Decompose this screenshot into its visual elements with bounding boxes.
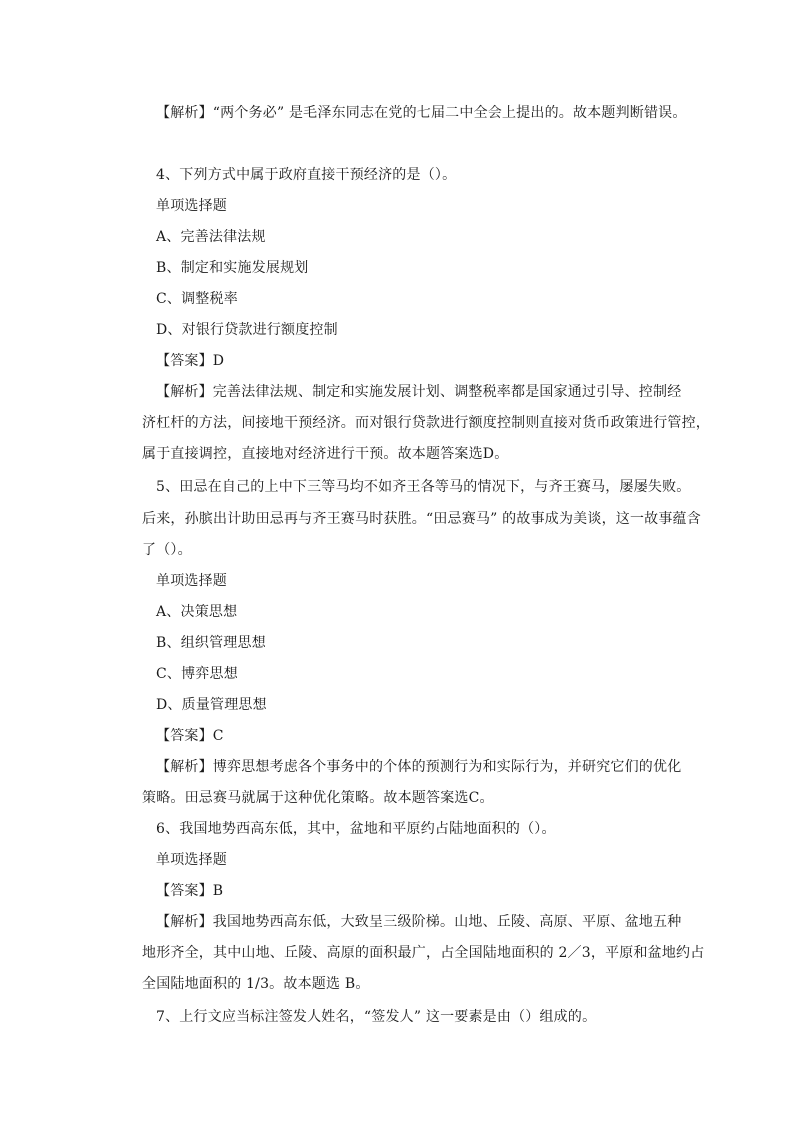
question-4-analysis-line-2: 济杠杆的方法，间接地干预经济。而对银行贷款进行额度控制则直接对货币政策进行管控， <box>142 415 710 431</box>
question-6-answer: 【答案】B <box>156 883 224 899</box>
analysis-q3: 【解析】“两个务必” 是毛泽东同志在党的七届二中全会上提出的。故本题判断错误。 <box>156 105 687 121</box>
question-5-analysis-line-1: 【解析】博弈思想考虑各个事务中的个体的预测行为和实际行为，并研究它们的优化 <box>156 759 682 775</box>
question-5-answer: 【答案】C <box>156 728 224 744</box>
question-4-option-c: C、调整税率 <box>156 291 238 307</box>
question-6-analysis-line-1: 【解析】我国地势西高东低，大致呈三级阶梯。山地、丘陵、高原、平原、盆地五种 <box>156 914 682 930</box>
question-5-stem-line-2: 后来，孙膑出计助田忌再与齐王赛马时获胜。“田忌赛马” 的故事成为美谈，这一故事蕴含 <box>142 511 701 527</box>
question-5-option-c: C、博弈思想 <box>156 666 238 682</box>
question-4-analysis-line-1: 【解析】完善法律法规、制定和实施发展计划、调整税率都是国家通过引导、控制经 <box>156 384 682 400</box>
question-5-option-d: D、质量管理思想 <box>156 697 267 713</box>
question-6-type: 单项选择题 <box>156 852 227 868</box>
question-6-stem: 6、我国地势西高东低，其中，盆地和平原约占陆地面积的（）。 <box>156 821 556 837</box>
question-4-answer: 【答案】D <box>156 353 225 369</box>
question-4-option-a: A、完善法律法规 <box>156 229 266 245</box>
question-4-type: 单项选择题 <box>156 198 227 214</box>
question-5-analysis-line-2: 策略。田忌赛马就属于这种优化策略。故本题答案选C。 <box>142 790 494 806</box>
question-4-option-b: B、制定和实施发展规划 <box>156 260 309 276</box>
question-6-analysis-line-3: 全国陆地面积的 1/3。故本题选 B。 <box>142 976 370 992</box>
question-6-analysis-line-2: 地形齐全，其中山地、丘陵、高原的面积最广，占全国陆地面积的 2／3，平原和盆地约占 <box>142 945 705 961</box>
question-5-option-a: A、决策思想 <box>156 604 238 620</box>
question-7-stem: 7、上行文应当标注签发人姓名，“签发人” 这一要素是由（）组成的。 <box>156 1009 597 1025</box>
question-4-option-d: D、对银行贷款进行额度控制 <box>156 322 338 338</box>
question-5-stem-line-1: 5、田忌在自己的上中下三等马均不如齐王各等马的情况下，与齐王赛马，屡屡失败。 <box>156 479 691 495</box>
question-5-stem-line-3: 了（）。 <box>142 542 192 558</box>
question-4-stem: 4、下列方式中属于政府直接干预经济的是（）。 <box>156 167 457 183</box>
question-5-option-b: B、组织管理思想 <box>156 635 266 651</box>
question-5-type: 单项选择题 <box>156 573 227 589</box>
question-4-analysis-line-3: 属于直接调控，直接地对经济进行干预。故本题答案选D。 <box>142 446 509 462</box>
